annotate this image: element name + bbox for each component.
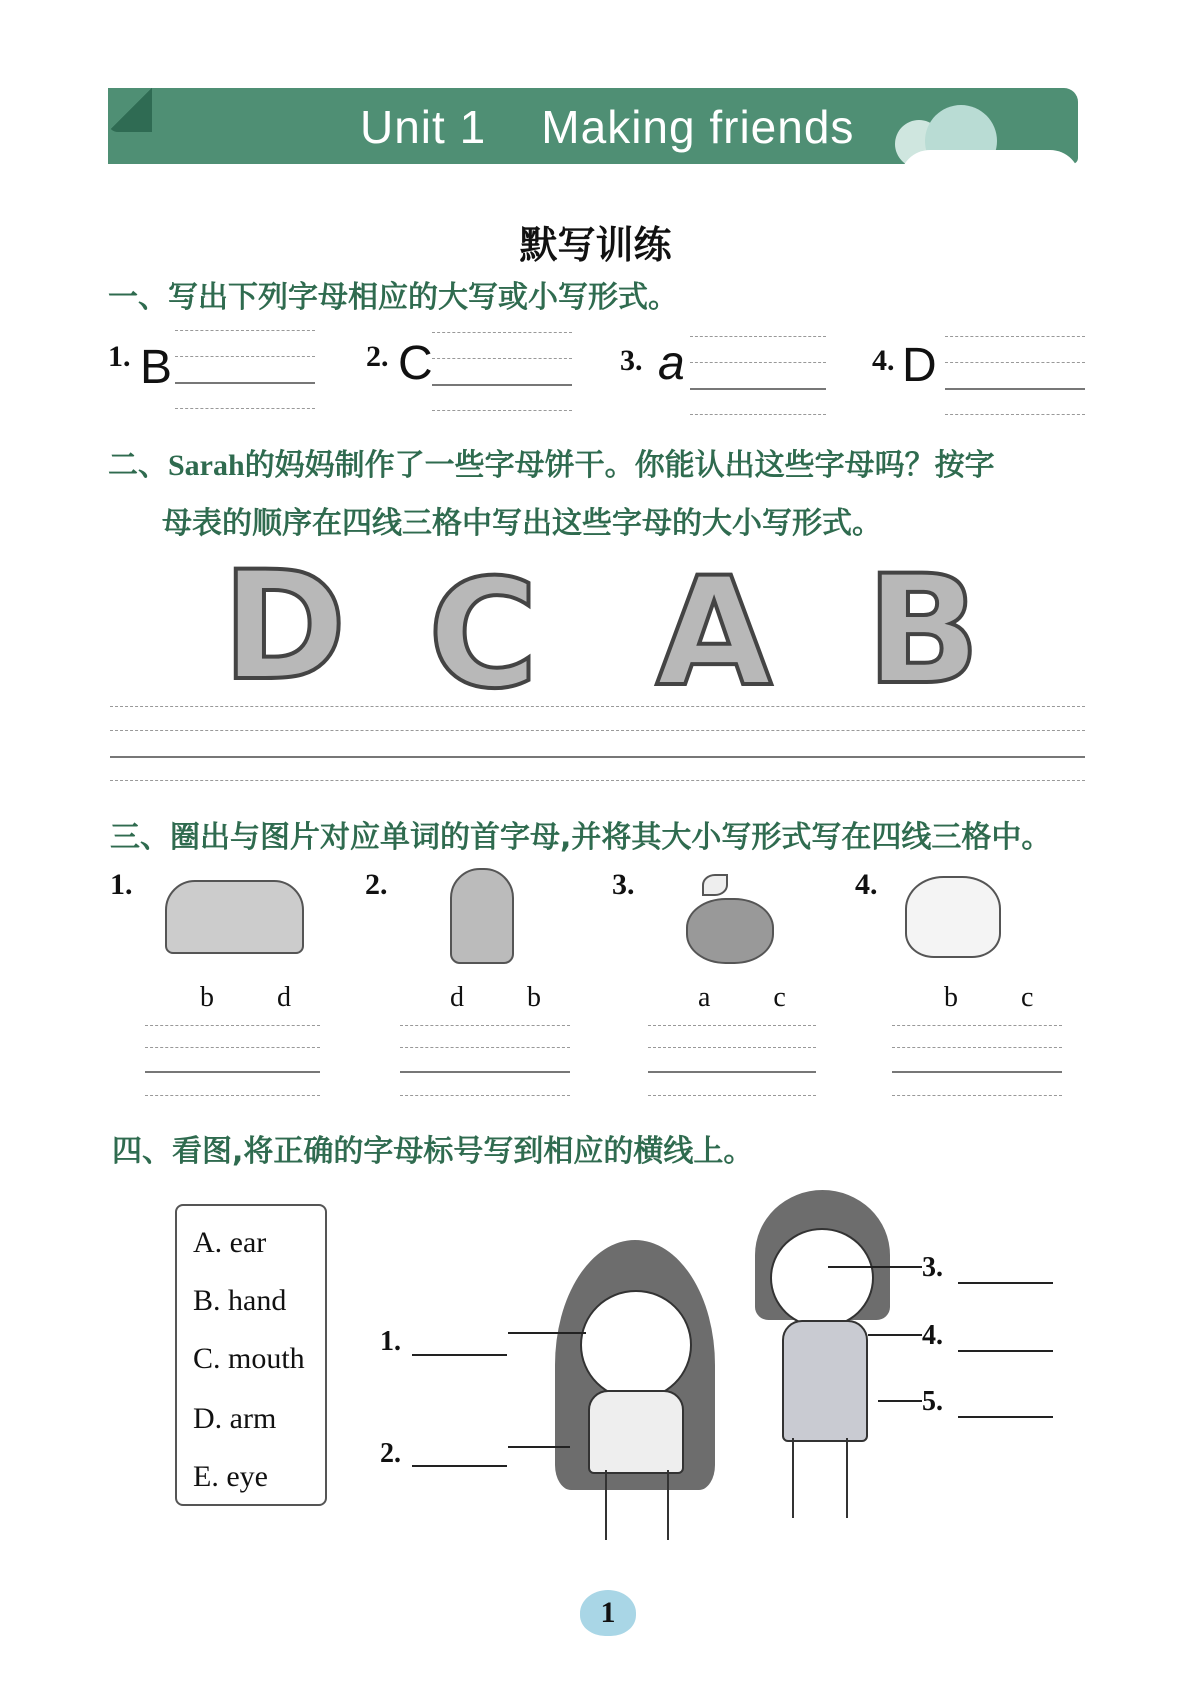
q1-item-4: [872, 344, 895, 378]
girl-right-face: [770, 1228, 874, 1328]
q3-item-number: 3.: [612, 868, 635, 901]
banner-fold: [108, 88, 152, 132]
writing-lines[interactable]: [892, 1025, 1062, 1105]
q3-choices[interactable]: b d: [200, 982, 319, 1013]
writing-lines[interactable]: [432, 332, 572, 412]
q2-heading-prefix: 二、: [108, 448, 168, 483]
word-option: B. hand: [193, 1284, 287, 1317]
word-option: C. mouth: [193, 1342, 305, 1375]
writing-lines[interactable]: [648, 1025, 816, 1105]
answer-blank-3[interactable]: [958, 1280, 1053, 1284]
leader-line: [868, 1334, 922, 1336]
q3-item-number: 2.: [365, 868, 388, 901]
girl-right-legs: [792, 1438, 848, 1518]
q2-heading: [108, 440, 995, 484]
q1-item-2: [366, 340, 389, 374]
apple-icon: [686, 898, 774, 964]
section-title: 默写训练: [519, 223, 672, 267]
q1-item-number: 1.: [108, 340, 131, 373]
cookie-letter-b: B: [866, 544, 981, 718]
word-option: D. arm: [193, 1402, 277, 1435]
label-4: 4.: [922, 1320, 943, 1351]
bed-icon: [165, 880, 304, 954]
dog-icon: [450, 868, 514, 964]
girl-left-body: [588, 1390, 684, 1474]
q1-item-1: [108, 340, 131, 374]
writing-lines-wide[interactable]: [110, 706, 1085, 786]
q1-item-number: 2.: [366, 340, 389, 373]
q2-heading-name: Sarah: [168, 449, 245, 482]
girl-left-face: [580, 1290, 692, 1400]
q1-letter: C: [398, 337, 433, 390]
label-1: 1.: [380, 1326, 401, 1357]
label-5: 5.: [922, 1386, 943, 1417]
q4-heading: 四、看图,将正确的字母标号写到相应的横线上。: [112, 1134, 754, 1169]
answer-blank-4[interactable]: [958, 1348, 1053, 1352]
girl-right-body: [782, 1320, 868, 1442]
answer-blank-1[interactable]: [412, 1352, 507, 1356]
word-bank: [175, 1204, 327, 1506]
q1-letter: B: [140, 341, 173, 394]
writing-lines[interactable]: [400, 1025, 570, 1105]
q3-choices[interactable]: d b: [450, 982, 569, 1013]
writing-lines[interactable]: [945, 336, 1085, 416]
q2-heading-line2: 母表的顺序在四线三格中写出这些字母的大小写形式。: [162, 506, 882, 541]
page-number: 1: [600, 1596, 616, 1629]
leader-line: [828, 1266, 922, 1268]
q3-heading: 三、圈出与图片对应单词的首字母,并将其大小写形式写在四线三格中。: [110, 820, 1052, 855]
q1-letter: D: [902, 339, 937, 392]
label-2: 2.: [380, 1438, 401, 1469]
q1-item-number: 4.: [872, 344, 895, 377]
q1-heading: 一、写出下列字母相应的大写或小写形式。: [108, 280, 678, 315]
writing-lines[interactable]: [175, 330, 315, 410]
q1-item-number: 3.: [620, 344, 643, 377]
answer-blank-5[interactable]: [958, 1414, 1053, 1418]
girl-left-legs: [605, 1470, 669, 1540]
apple-leaf-icon: [702, 874, 728, 896]
leader-line: [508, 1332, 586, 1334]
label-3: 3.: [922, 1252, 943, 1283]
q1-letter: a: [658, 337, 685, 390]
leader-line: [508, 1446, 570, 1448]
cookie-letter-d: D: [222, 540, 347, 714]
leader-line: [878, 1400, 922, 1402]
q3-item-number: 1.: [110, 868, 133, 901]
unit-title: Unit 1 Making friends: [360, 101, 855, 153]
q3-choices[interactable]: b c: [944, 982, 1062, 1013]
cat-icon: [905, 876, 1001, 958]
writing-lines[interactable]: [690, 336, 826, 416]
writing-lines[interactable]: [145, 1025, 320, 1105]
q3-item-number: 4.: [855, 868, 878, 901]
word-option: E. eye: [193, 1460, 268, 1493]
cookie-letter-c: C: [428, 548, 539, 722]
answer-blank-2[interactable]: [412, 1463, 507, 1467]
q3-choices[interactable]: a c: [698, 982, 814, 1013]
word-option: A. ear: [193, 1226, 267, 1259]
cloud-decoration: [900, 150, 1080, 180]
q1-item-3: [620, 344, 643, 378]
cookie-letter-a: A: [656, 546, 773, 720]
q2-heading-rest: 的妈妈制作了一些字母饼干。你能认出这些字母吗？按字: [244, 448, 995, 483]
